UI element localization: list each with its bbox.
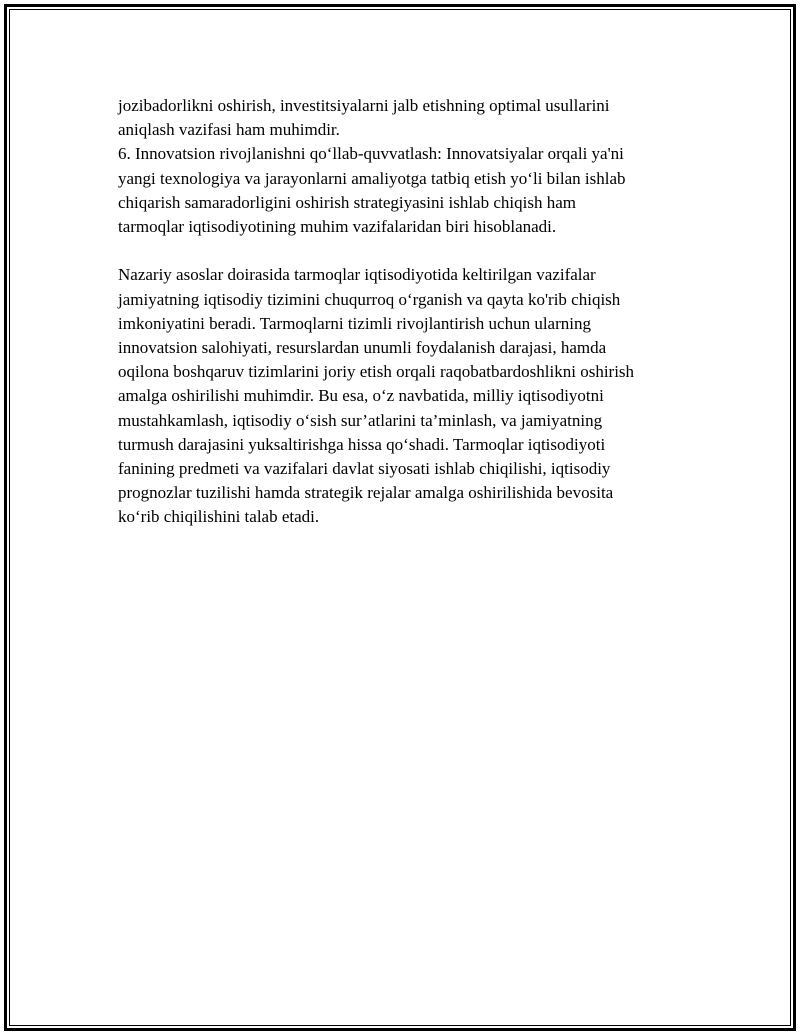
text-line: prognozlar tuzilishi hamda strategik rejalar amalga oshirilishida bevosita [118,483,614,503]
page-content [118,94,688,530]
text-line: jozibadorlikni oshirish, investitsiyalarni jalb etishning optimal usullarini [118,96,610,115]
text-line: mustahkamlash, iqtisodiy o‘sish sur’atlarini ta’minlash, va jamiyatning [118,410,603,430]
text-line: Nazariy asoslar doirasida tarmoqlar iqtisodiyotida keltirilgan vazifalar [118,265,596,285]
text-line: fanining predmeti va vazifalari davlat siyosati ishlab chiqilishi, iqtisodiy [118,459,611,479]
text-line: turmush darajasini yuksaltirishga hissa qo‘shadi. Tarmoqlar iqtisodiyoti [118,434,606,454]
text-line: imkoniyatini beradi. Tarmoqlarni tizimli rivojlantirish uchun ularning [118,313,591,333]
text-line: oqilona boshqaruv tizimlarini joriy etish orqali raqobatbardoshlikni oshirish [118,362,635,382]
text-line: yangi texnologiya va jarayonlarni amaliyotga tatbiq etish yo‘li bilan ishlab [118,168,626,188]
paragraph-block-2 [118,263,688,529]
text-line: innovatsion salohiyati, resurslardan unumli foydalanish darajasi, hamda [118,338,607,358]
text-line: jamiyatning iqtisodiy tizimini chuqurroq o‘rganish va qayta ko'rib chiqish [118,289,621,309]
paragraph-block-1 [118,94,688,239]
text-line: chiqarish samaradorligini oshirish strategiyasini ishlab chiqish ham [118,192,576,212]
text-line: tarmoqlar iqtisodiyotining muhim vazifalaridan biri hisoblanadi. [118,217,557,237]
list-item-heading-line: 6. Innovatsion rivojlanishni qo‘llab-quvvatlash: Innovatsiyalar orqali ya'ni [118,144,624,164]
paragraph-spacer [118,239,688,263]
text-line: aniqlash vazifasi ham muhimdir. [118,120,340,140]
text-line: ko‘rib chiqilishini talab etadi. [118,507,320,527]
text-line: amalga oshirilishi muhimdir. Bu esa, o‘z navbatida, milliy iqtisodiyotni [118,386,604,406]
